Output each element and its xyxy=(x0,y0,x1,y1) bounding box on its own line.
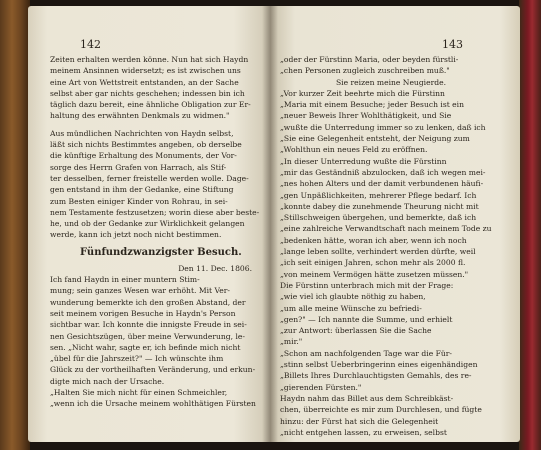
text-line: ter desselben, ferner freistelle werden wolle. Dage- xyxy=(50,173,249,183)
text-line: „Maria mit einem Besuche; jeder Besuch ist ein xyxy=(280,100,464,110)
left-page-text xyxy=(50,54,260,410)
text-line: täglich dazu bereit, eine ähnliche Obligation zur Er- xyxy=(50,100,251,110)
text-line: die künftige Erhaltung des Monuments, der Vor- xyxy=(50,151,237,161)
text-line: „oder der Fürstinn Maria, oder beyden fürstli- xyxy=(280,55,459,64)
text-line: „Stillschweigen übergehen, und bemerkte, daß ich xyxy=(280,213,477,223)
text-line: läßt sich nichts Bestimmtes angeben, ob derselbe xyxy=(50,140,242,150)
text-line: eine Art von Wettstreit entstanden, an der Sache xyxy=(50,77,239,87)
text-line: „mir." xyxy=(280,337,303,347)
text-line: „mir das Geständniß abzulocken, daß ich wegen mei- xyxy=(280,167,486,177)
text-line: Haydn nahm das Billet aus dem Schreibkäst- xyxy=(280,393,454,403)
text-line: Aus mündlichen Nachrichten von Haydn selbst, xyxy=(50,128,234,138)
text-line: „ich seit einigen Jahren, schon mehr als 2000 fl. xyxy=(280,258,466,268)
text-line: „von meinem Vermögen hätte zusetzen müssen." xyxy=(280,269,469,279)
text-line: sen. „Nicht wahr, sagte er, ich befinde mich nicht xyxy=(50,342,241,352)
text-line: „Schon am nachfolgenden Tage war die Für- xyxy=(280,348,452,358)
text-line: Die Fürstinn unterbrach mich mit der Frage: xyxy=(280,280,454,290)
text-line: „nes hohen Alters und der damit verbundenen häufi- xyxy=(280,179,484,189)
book-gutter xyxy=(262,6,278,442)
text-line: „bedenken hätte, woran ich aber, wenn ich noch xyxy=(280,235,467,245)
text-line: Glück zu der vortheilhaften Veränderung, und erkun- xyxy=(50,365,256,375)
text-line: „gen Unpäßlichkeiten, mehrerer Pflege bedarf. Ich xyxy=(280,190,477,200)
page-number-right: 143 xyxy=(442,38,463,51)
text-line: „gierenden Fürsten." xyxy=(280,382,362,392)
text-line: „wie viel ich glaubte nöthig zu haben, xyxy=(280,292,426,302)
text-line: nen Gesichtszügen, über meine Verwunderung, le- xyxy=(50,331,245,341)
text-line: „nicht entgehen lassen, zu erweisen, selbst xyxy=(280,427,447,437)
section-heading: Fünfundzwanzigster Besuch. xyxy=(80,246,242,258)
text-line: digte mich nach der Ursache. xyxy=(50,376,165,386)
text-line: „Wohlthun ein neues Feld zu eröffnen. xyxy=(280,145,428,155)
text-line: „wenn ich die Ursache meinem wohlthätigen Fürsten xyxy=(50,399,256,409)
text-line: „Sie eine Gelegenheit entsteht, der Neigung zum xyxy=(280,134,470,144)
text-line: „neuer Beweis Ihrer Wohlthätigkeit, und Sie xyxy=(280,111,452,121)
text-line: „übel für die Jahrszeit?" — Ich wünschte ihm xyxy=(50,354,224,364)
text-line: „wußte die Unterredung immer so zu lenken, daß ich xyxy=(280,122,486,132)
text-line: Ich fand Haydn in einer muntern Stim- xyxy=(50,275,200,285)
text-line: „chen Personen zugleich zuschreiben muß." xyxy=(280,66,450,76)
text-line: sichtbar war. Ich konnte die innigste Freude in sei- xyxy=(50,320,247,330)
text-line: seit meinem vorigen Besuche in Haydn's Person xyxy=(50,308,236,318)
text-line: chen, überreichte es mir zum Durchlesen, und fügte xyxy=(280,405,482,415)
text-line: „Halten Sie mich nicht für einen Schmeichler, xyxy=(50,388,228,398)
book-cover-right xyxy=(519,0,541,450)
section-date: Den 11. Dec. 1806. xyxy=(178,263,252,273)
text-line: mung; sein ganzes Wesen war erhöht. Mit Ver- xyxy=(50,286,230,296)
text-line: zum Besten einiger Kinder von Rohrau, in sei- xyxy=(50,196,228,206)
text-line: werde, kann ich jetzt noch nicht bestimmen. xyxy=(50,230,222,240)
text-line: Sie reizen meine Neugierde. xyxy=(335,77,447,87)
text-line: sorge des Herrn Grafen von Harrach, als Stif- xyxy=(50,162,227,172)
text-line: „Billets Ihres Durchlauchtigsten Gemahls, des re- xyxy=(280,371,472,381)
text-line: „um alle meine Wünsche zu befriedi- xyxy=(280,303,422,313)
text-line: Zeiten erhalten werden könne. Nun hat sich Haydn xyxy=(50,55,249,64)
text-line: „stinn selbst Ueberbringerinn eines eigenhändigen xyxy=(280,360,478,370)
text-line: „eine zahlreiche Verwandtschaft nach meinem Tode zu xyxy=(280,224,492,234)
text-line: „lange leben sollte, verhindert werden dürfte, weil xyxy=(280,247,476,257)
right-page xyxy=(270,6,520,442)
text-line: „zur Antwort: überlassen Sie die Sache xyxy=(280,326,432,336)
page-number-left: 142 xyxy=(80,38,101,51)
text-line: meinem Ansinnen widersetzt; es ist zwischen uns xyxy=(50,66,241,76)
text-line: wunderung bemerkte ich den großen Abstand, der xyxy=(50,297,246,307)
text-line: „gen?" — Ich nannte die Summe, und erhielt xyxy=(280,314,453,324)
right-page-text xyxy=(280,54,502,438)
book-cover-left xyxy=(0,0,30,450)
text-line: gen entstand in ihm der Gedanke, eine Stiftung xyxy=(50,185,234,195)
text-line: hinzu: der Fürst hat sich die Gelegenheit xyxy=(280,416,439,426)
text-line: „Vor kurzer Zeit beehrte mich die Fürstinn xyxy=(280,88,445,98)
text-line: selbst aber gar nichts geschehen; indessen bin ich xyxy=(50,88,245,98)
text-line: „konnte dabey die zunehmende Theurung nicht mit xyxy=(280,201,479,211)
text-line: nem Testamente festzusetzen; worin diese aber beste- xyxy=(50,207,260,217)
text-line: haltung des erwähnten Denkmals zu widmen." xyxy=(50,111,230,121)
text-line: he, und ob der Gedanke zur Wirklichkeit gelangen xyxy=(50,219,245,229)
left-page xyxy=(28,6,270,442)
text-line: „In dieser Unterredung wußte die Fürstinn xyxy=(280,156,447,166)
